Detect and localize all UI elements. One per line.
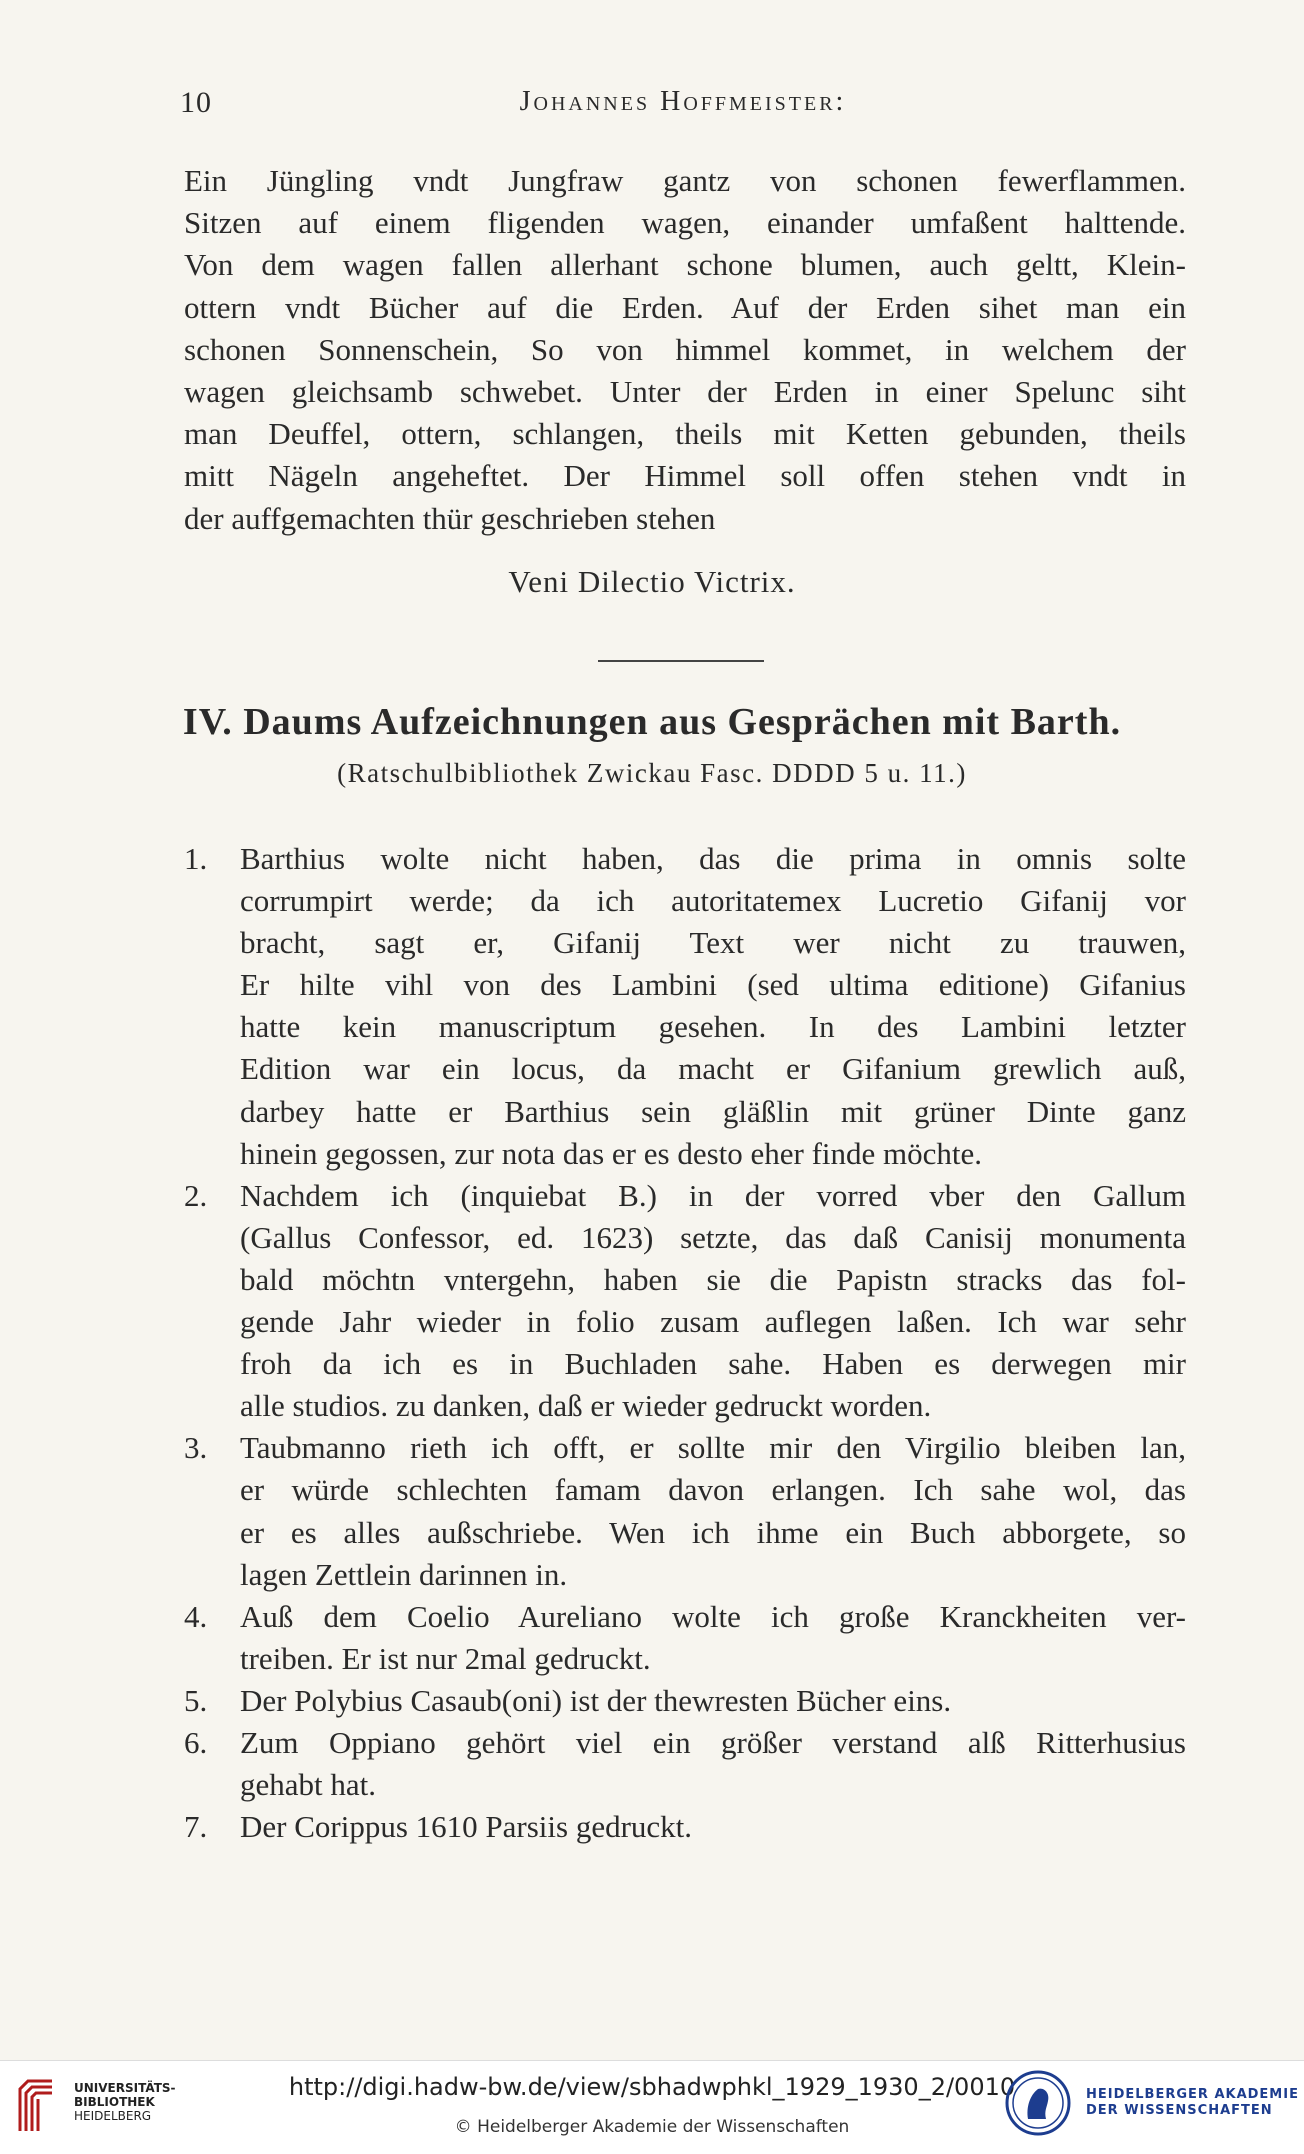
item-line: Barthius wolte nicht haben, das die prima in omnis solte [240,841,1186,876]
section-divider [598,660,764,662]
item-number: 3. [184,1430,208,1466]
logo-line: BIBLIOTHEK [74,2095,155,2109]
item-line: bracht, sagt er, Gifanij Text wer nicht zu trauwen, [240,925,1186,961]
list-item [184,1175,1186,1428]
logo-line: HEIDELBERG [74,2109,152,2123]
permalink-url[interactable]: http://digi.hadw-bw.de/view/sbhadwphkl_1929_1930_2/0010 [288,2073,1016,2101]
item-line: Auß dem Coelio Aureliano wolte ich große Kranckheiten ver- [240,1598,1186,1634]
intro-paragraph [184,160,1186,540]
item-number: 2. [184,1177,208,1213]
item-line: lagen Zettlein darinnen in. [240,1556,568,1592]
item-number: 6. [184,1724,208,1760]
list-item [184,1722,1186,1806]
logo-line: DER WISSENSCHAFTEN [1086,2103,1273,2118]
item-number: 7. [184,1809,208,1845]
paragraph-line: ottern vndt Bücher auf die Erden. Auf der Erden sihet man ein [184,289,1186,325]
paragraph-line: Ein Jüngling vndt Jungfraw gantz von schonen fewerflammen. [184,163,1186,198]
item-line: Nachdem ich (inquiebat B.) in der vorred vber den Gallum [240,1177,1186,1213]
footer-bar [0,2060,1304,2154]
item-line: gende Jahr wieder in folio zusam auflegen laßen. Ich war sehr [240,1304,1186,1340]
page-number: 10 [180,86,212,119]
item-line: er es alles außschriebe. Wen ich ihme ein Buch abborgete, so [240,1514,1186,1550]
paragraph-line: schonen Sonnenschein, So von himmel kommet, in welchem der [184,331,1186,367]
copyright-notice: © Heidelberger Akademie der Wissenschaften [454,2117,850,2137]
academy-label [1086,2087,1299,2119]
paragraph-line: Sitzen auf einem fligenden wagen, einander umfaßent halttende. [184,205,1186,241]
item-line: darbey hatte er Barthius sein gläßlin mit grüner Dinte ganz [240,1093,1186,1129]
item-line: er würde schlechten famam davon erlangen. Ich sahe wol, das [240,1472,1186,1508]
item-line: bald möchtn vntergehn, haben sie die Papistn stracks das fol- [240,1261,1186,1297]
section-title: IV. Daums Aufzeichnungen aus Gesprächen mit Barth. [182,701,1122,743]
item-line: Der Polybius Casaub(oni) ist der thewresten Bücher eins. [240,1682,952,1718]
item-number: 4. [184,1598,208,1634]
item-line: hatte kein manuscriptum gesehen. In des Lambini letzter [240,1009,1186,1045]
paragraph-line: wagen gleichsamb schwebet. Unter der Erden in einer Spelunc siht [184,374,1186,410]
item-line: treiben. Er ist nur 2mal gedruckt. [240,1640,651,1676]
section-source: (Ratschulbibliothek Zwickau Fasc. DDDD 5 u. 11.) [337,758,967,788]
item-line: Der Corippus 1610 Parsiis gedruckt. [240,1809,693,1845]
item-line: Taubmanno rieth ich offt, er sollte mir den Virgilio bleiben lan, [240,1430,1186,1466]
numbered-list [184,838,1186,1848]
paragraph-line: man Deuffel, ottern, schlangen, theils mit Ketten gebunden, theils [184,416,1186,452]
item-line: froh da ich es in Buchladen sahe. Haben es derwegen mir [240,1346,1186,1382]
paragraph-line: Von dem wagen fallen allerhant schone blumen, auch geltt, Klein- [184,247,1186,283]
item-number: 5. [184,1682,208,1718]
item-number: 1. [184,841,208,876]
item-line: Zum Oppiano gehört viel ein größer verstand alß Ritterhusius [240,1724,1186,1760]
item-line: Edition war ein locus, da macht er Gifanium grewlich auß, [240,1051,1186,1087]
item-line: (Gallus Confessor, ed. 1623) setzte, das daß Canisij monumenta [240,1219,1186,1255]
academy-seal-icon [1004,2069,1072,2137]
logo-line: UNIVERSITÄTS- [74,2081,176,2095]
list-item [184,838,1186,1175]
list-item [184,1806,1186,1848]
item-line: corrumpirt werde; da ich autoritatemex Lucretio Gifanij vor [240,883,1186,919]
motto: Veni Dilectio Victrix. [508,564,796,599]
list-item [184,1427,1186,1595]
running-head: Johannes Hoffmeister: [519,86,847,117]
item-line: gehabt hat. [240,1767,377,1803]
list-item [184,1680,1186,1722]
item-line: alle studios. zu danken, daß er wieder gedruckt worden. [240,1388,932,1424]
list-item [184,1596,1186,1680]
logo-line: HEIDELBERGER AKADEMIE [1086,2087,1299,2102]
item-line: hinein gegossen, zur nota das er es desto eher finde möchte. [240,1135,983,1171]
item-line: Er hilte vihl von des Lambini (sed ultima editione) Gifanius [240,967,1186,1003]
page-header [180,86,1186,126]
paragraph-line: mitt Nägeln angeheftet. Der Himmel soll offen stehen vndt in [184,458,1186,494]
paragraph-line: der auffgemachten thür geschrieben stehen [184,500,716,536]
